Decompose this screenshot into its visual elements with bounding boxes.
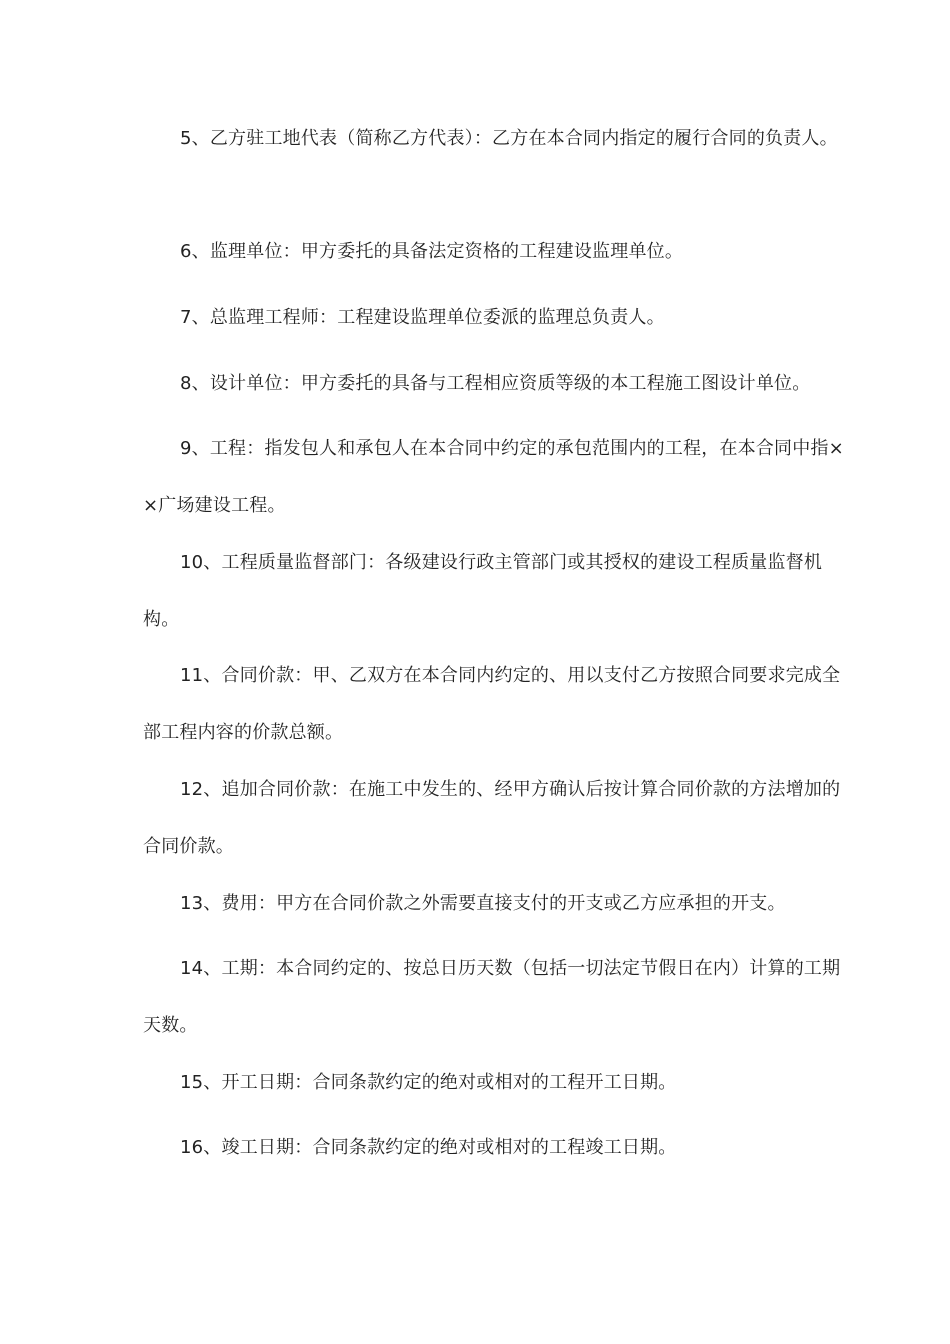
clause-16: 16、竣工日期：合同条款约定的绝对或相对的工程竣工日期。 xyxy=(180,1137,677,1158)
clause-12: 12、追加合同价款：在施工中发生的、经甲方确认后按计算合同价款的方法增加的合同价款。 xyxy=(143,779,841,857)
clause-5: 5、乙方驻工地代表（简称乙方代表）：乙方在本合同内指定的履行合同的负责人。 xyxy=(180,128,838,149)
clause-6: 6、监理单位：甲方委托的具备法定资格的工程建设监理单位。 xyxy=(180,241,684,262)
clause-10: 10、工程质量监督部门：各级建设行政主管部门或其授权的建设工程质量监督机构。 xyxy=(143,552,823,630)
clause-13: 13、费用：甲方在合同价款之外需要直接支付的开支或乙方应承担的开支。 xyxy=(180,893,786,914)
clause-15: 15、开工日期：合同条款约定的绝对或相对的工程开工日期。 xyxy=(180,1072,677,1093)
clause-14: 14、工期：本合同约定的、按总日历天数（包括一切法定节假日在内）计算的工期天数。 xyxy=(143,958,841,1036)
clause-7: 7、总监理工程师：工程建设监理单位委派的监理总负责人。 xyxy=(180,307,665,328)
clause-9: 9、工程：指发包人和承包人在本合同中约定的承包范围内的工程，在本合同中指××广场建设工程。 xyxy=(143,438,844,516)
clause-11: 11、合同价款：甲、乙双方在本合同内约定的、用以支付乙方按照合同要求完成全部工程内容的价款总额。 xyxy=(143,665,841,743)
clause-8: 8、设计单位：甲方委托的具备与工程相应资质等级的本工程施工图设计单位。 xyxy=(180,373,811,394)
